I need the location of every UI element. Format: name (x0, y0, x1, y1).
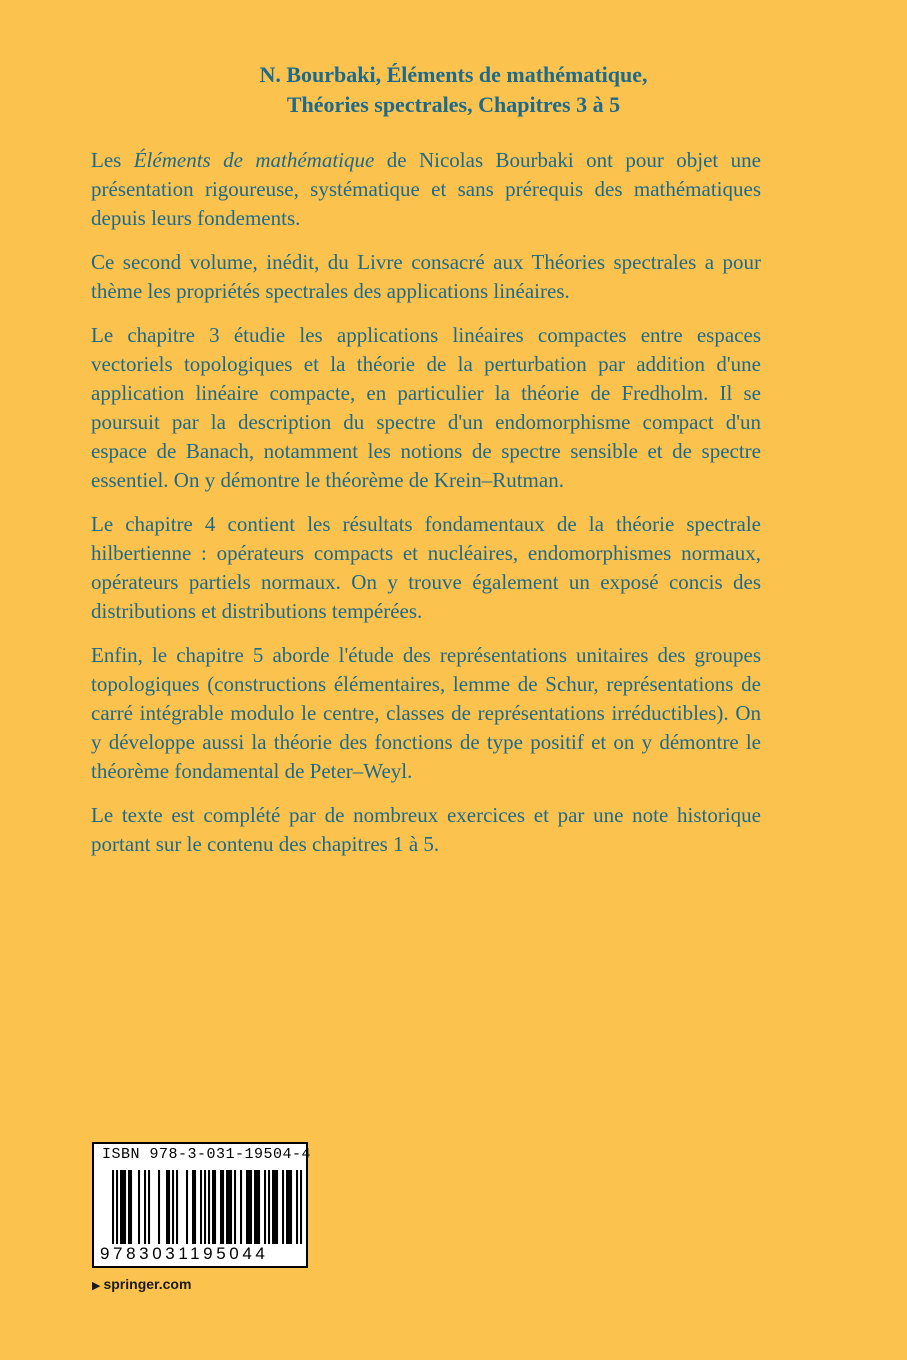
paragraph-closing: Le texte est complété par de nombreux exercices et par une note historique portant sur le contenu des chapitres 1 à 5. (91, 803, 761, 856)
barcode-bar (258, 1170, 260, 1244)
barcode-bar (120, 1170, 122, 1244)
barcode-bar (226, 1170, 228, 1244)
barcode-bar (176, 1170, 178, 1244)
barcode-bar (148, 1170, 150, 1244)
barcode-bar (230, 1170, 232, 1244)
publisher-link[interactable] (92, 1276, 191, 1292)
barcode-bar (204, 1170, 206, 1244)
barcode-bar (172, 1170, 174, 1244)
barcode-bar (254, 1170, 256, 1244)
barcode-bar (112, 1170, 114, 1244)
isbn-barcode (92, 1142, 312, 1268)
barcode-bar (288, 1170, 290, 1244)
barcode-bar (264, 1170, 266, 1244)
barcode-bar (246, 1170, 248, 1244)
barcode-bar (194, 1170, 196, 1244)
barcode-digits: 9783031195044 (100, 1244, 269, 1263)
barcode-bar (138, 1170, 140, 1244)
barcode-bar (130, 1170, 132, 1244)
barcode-bar (212, 1170, 214, 1244)
barcode-bar (250, 1170, 252, 1244)
barcode-bar (234, 1170, 236, 1244)
intro-rest: de Nicolas Bourbaki ont pour objet une présentation rigoureuse, systématique et sans prérequis des mathématiques depuis leurs fondements. (91, 148, 761, 230)
book-title (0, 60, 907, 120)
barcode-bar (290, 1170, 292, 1244)
barcode-bar (166, 1170, 168, 1244)
barcode-bar (168, 1170, 170, 1244)
barcode-bar (220, 1170, 222, 1244)
barcode-bar (222, 1170, 224, 1244)
barcode-bars (98, 1170, 304, 1244)
paragraph-chapter-5: Enfin, le chapitre 5 aborde l'étude des représentations unitaires des groupes topologiques (constructions élémentaires, lemme de Schur, représentations de carré intégrable modulo le centre, classes de représentations irréductibles). On y développe aussi la théorie des fonctions de type positif et on y démontre le théorème fondamental de Peter–Weyl. (91, 643, 761, 783)
barcode-bar (228, 1170, 230, 1244)
barcode-bar (286, 1170, 288, 1244)
barcode-bar (116, 1170, 118, 1244)
isbn-label: ISBN 978-3-031-19504-4 (102, 1146, 312, 1163)
barcode-bar (144, 1170, 146, 1244)
intro-italic-title: Éléments de mathématique (133, 148, 375, 172)
barcode-bar (282, 1170, 284, 1244)
barcode-bar (124, 1170, 126, 1244)
barcode-bar (208, 1170, 210, 1244)
blurb (91, 146, 761, 874)
barcode-bar (248, 1170, 250, 1244)
barcode-bar (296, 1170, 298, 1244)
barcode-bar (276, 1170, 278, 1244)
barcode-bar (192, 1170, 194, 1244)
paragraph-chapter-4: Le chapitre 4 contient les résultats fondamentaux de la théorie spectrale hilbertienne : opérateurs compacts et nucléaires, endomorphismes normaux, opérateurs partiels normaux. On y trouve également un exposé concis des distributions et distributions tempérées. (91, 512, 761, 623)
barcode-bar (274, 1170, 276, 1244)
paragraph-volume: Ce second volume, inédit, du Livre consacré aux Théories spectrales a pour thème les propriétés spectrales des applications linéaires. (91, 250, 761, 303)
barcode-bar (158, 1170, 160, 1244)
title-line-2: Théories spectrales, Chapitres 3 à 5 (286, 92, 621, 117)
barcode-bar (214, 1170, 216, 1244)
barcode-bar (128, 1170, 130, 1244)
publisher-website: springer.com (103, 1276, 192, 1292)
barcode-bar (300, 1170, 302, 1244)
paragraph-chapter-3: Le chapitre 3 étudie les applications linéaires compactes entre espaces vectoriels topologiques et la théorie de la perturbation par addition d'une application linéaire compacte, en particulier la théorie de Fredholm. Il se poursuit par la description du spectre d'un endomorphisme compact d'un espace de Banach, notamment les notions de spectre sensible et de spectre essentiel. On y démontre le théorème de Krein–Rutman. (91, 323, 761, 492)
barcode-bar (256, 1170, 258, 1244)
triangle-right-icon: ▶ (92, 1280, 101, 1292)
barcode-bar (272, 1170, 274, 1244)
title-line-1: N. Bourbaki, Éléments de mathématique, (259, 62, 648, 87)
barcode-bar (186, 1170, 188, 1244)
barcode-bar (268, 1170, 270, 1244)
paragraph-intro (91, 146, 761, 233)
barcode-bar (200, 1170, 202, 1244)
barcode-bar (122, 1170, 124, 1244)
intro-lead: Les (91, 148, 134, 172)
barcode-bar (240, 1170, 242, 1244)
